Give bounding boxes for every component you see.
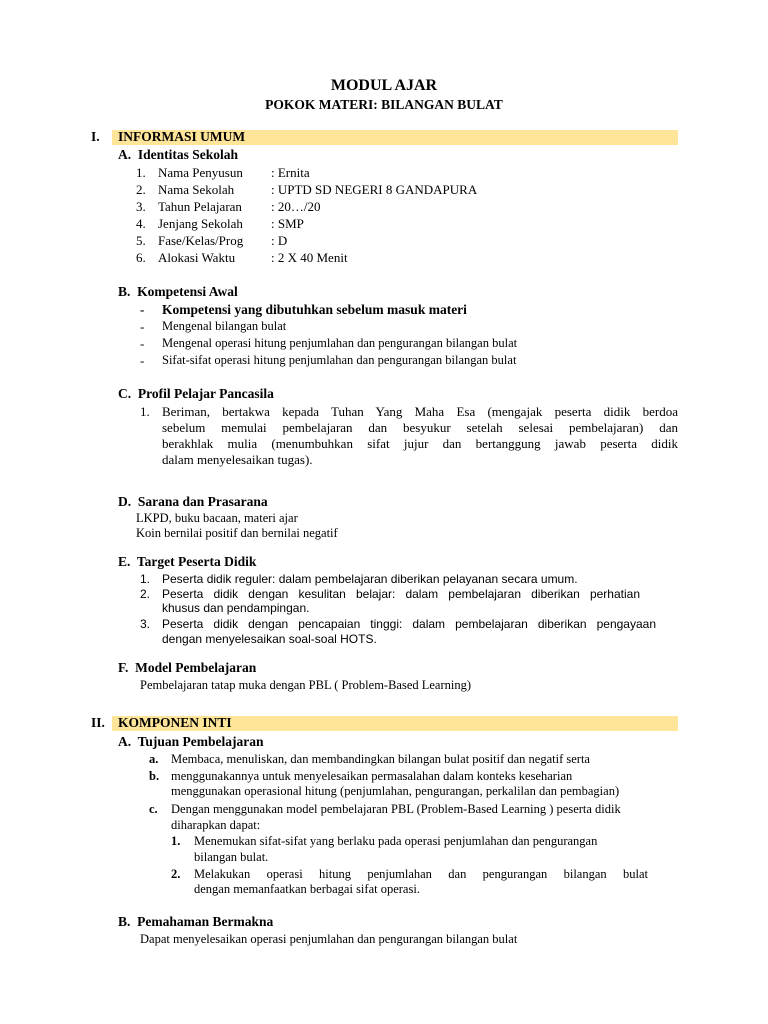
kompetensi-heading: B. Kompetensi Awal	[118, 284, 238, 299]
tujuan-sub-line: Menemukan sifat-sifat yang berlaku pada operasi penjumlahan dan pengurangan	[194, 834, 598, 848]
identitas-num: 4.	[136, 216, 146, 231]
profil-text-line: berakhlak mulia (menumbuhkan sifat jujur dan bertanggung jawab peserta didik	[162, 436, 678, 451]
identitas-key: Nama Penyusun	[158, 165, 243, 180]
target-text-line: Peserta didik dengan pencapaian tinggi: dalam pembelajaran diberikan pengayaan	[162, 617, 656, 631]
identitas-value: : D	[271, 233, 288, 248]
kompetensi-dash: -	[140, 353, 145, 368]
tujuan-sub-num: 1.	[171, 834, 181, 848]
identitas-key: Jenjang Sekolah	[158, 216, 243, 231]
tujuan-text-line: Membaca, menuliskan, dan membandingkan bilangan bulat positif dan negatif serta	[171, 752, 590, 766]
profil-heading: C. Profil Pelajar Pancasila	[118, 386, 274, 401]
tujuan-text-line: diharapkan dapat:	[171, 818, 261, 832]
profil-num: 1.	[140, 404, 150, 419]
identitas-key: Alokasi Waktu	[158, 250, 236, 265]
identitas-value: : SMP	[271, 216, 304, 231]
profil-text-line: dalam menyelesaikan tugas).	[162, 452, 313, 467]
tujuan-heading: A. Tujuan Pembelajaran	[118, 734, 264, 749]
identitas-num: 6.	[136, 250, 146, 265]
section-1-number: I.	[91, 129, 100, 144]
kompetensi-lead: Kompetensi yang dibutuhkan sebelum masuk materi	[162, 302, 467, 317]
kompetensi-dash: -	[140, 302, 145, 317]
tujuan-text-line: menggunakan operasional hitung (penjumlahan, pengurangan, perkalilan dan pembagian)	[171, 784, 620, 798]
model-text: Pembelajaran tatap muka dengan PBL ( Problem-Based Learning)	[140, 678, 472, 692]
tujuan-sub-line: Melakukan operasi hitung penjumlahan dan pengurangan bilangan bulat	[194, 867, 648, 881]
identitas-num: 3.	[136, 199, 146, 214]
tujuan-text-line: menggunakannya untuk menyelesaikan permasalahan dalam konteks keseharian	[171, 769, 573, 783]
identitas-heading: A. Identitas Sekolah	[118, 147, 239, 162]
page-title: MODUL AJAR	[330, 77, 438, 94]
sarana-line: Koin bernilai positif dan bernilai negatif	[136, 526, 338, 540]
target-text-line: Peserta didik dengan kesulitan belajar: dalam pembelajaran diberikan perhatian	[162, 587, 640, 601]
identitas-key: Tahun Pelajaran	[158, 199, 242, 214]
identitas-value: : 20…/20	[271, 199, 321, 214]
identitas-key: Fase/Kelas/Prog	[158, 233, 244, 248]
kompetensi-dash: -	[140, 336, 145, 351]
identitas-key: Nama Sekolah	[158, 182, 235, 197]
tujuan-mark: a.	[149, 752, 159, 766]
identitas-num: 1.	[136, 165, 146, 180]
profil-text-line: Beriman, bertakwa kepada Tuhan Yang Maha Esa (mengajak peserta didik berdoa	[162, 404, 678, 419]
target-text-line: khusus dan pendampingan.	[162, 601, 310, 615]
target-heading: E. Target Peserta Didik	[118, 554, 257, 569]
sarana-heading: D. Sarana dan Prasarana	[118, 494, 268, 509]
pemahaman-heading: B. Pemahaman Bermakna	[118, 914, 274, 929]
section-2-number: II.	[91, 715, 105, 730]
section-2-title: KOMPONEN INTI	[118, 715, 232, 730]
tujuan-text-line: Dengan menggunakan model pembelajaran PBL (Problem-Based Learning ) peserta didik	[171, 802, 621, 816]
identitas-value: : UPTD SD NEGERI 8 GANDAPURA	[271, 182, 478, 197]
identitas-value: : 2 X 40 Menit	[271, 250, 348, 265]
kompetensi-item: Sifat-sifat operasi hitung penjumlahan dan pengurangan bilangan bulat	[162, 353, 517, 367]
page-subtitle: POKOK MATERI: BILANGAN BULAT	[265, 97, 503, 112]
identitas-num: 5.	[136, 233, 146, 248]
tujuan-sub-line: dengan memanfaatkan berbagai sifat operasi.	[194, 882, 420, 896]
sarana-line: LKPD, buku bacaan, materi ajar	[136, 511, 298, 525]
tujuan-mark: c.	[149, 802, 158, 816]
target-text-line: Peserta didik reguler: dalam pembelajaran diberikan pelayanan secara umum.	[162, 572, 578, 586]
target-num: 3.	[140, 617, 151, 631]
tujuan-sub-line: bilangan bulat.	[194, 850, 269, 864]
profil-text-line: sebelum memulai pembelajaran dan besyukur setelah selesai pembelajaran) dan	[162, 420, 678, 435]
pemahaman-text: Dapat menyelesaikan operasi penjumlahan dan pengurangan bilangan bulat	[140, 932, 518, 946]
target-num: 1.	[140, 572, 151, 586]
tujuan-sub-num: 2.	[171, 867, 181, 881]
model-heading: F. Model Pembelajaran	[118, 660, 257, 675]
kompetensi-item: Mengenal bilangan bulat	[162, 319, 287, 333]
section-1-title: INFORMASI UMUM	[118, 129, 246, 144]
kompetensi-dash: -	[140, 319, 145, 334]
identitas-num: 2.	[136, 182, 146, 197]
tujuan-mark: b.	[149, 769, 160, 783]
target-text-line: dengan menyelesaikan soal-soal HOTS.	[162, 632, 377, 646]
identitas-value: : Ernita	[271, 165, 310, 180]
kompetensi-item: Mengenal operasi hitung penjumlahan dan pengurangan bilangan bulat	[162, 336, 518, 350]
target-num: 2.	[140, 587, 151, 601]
